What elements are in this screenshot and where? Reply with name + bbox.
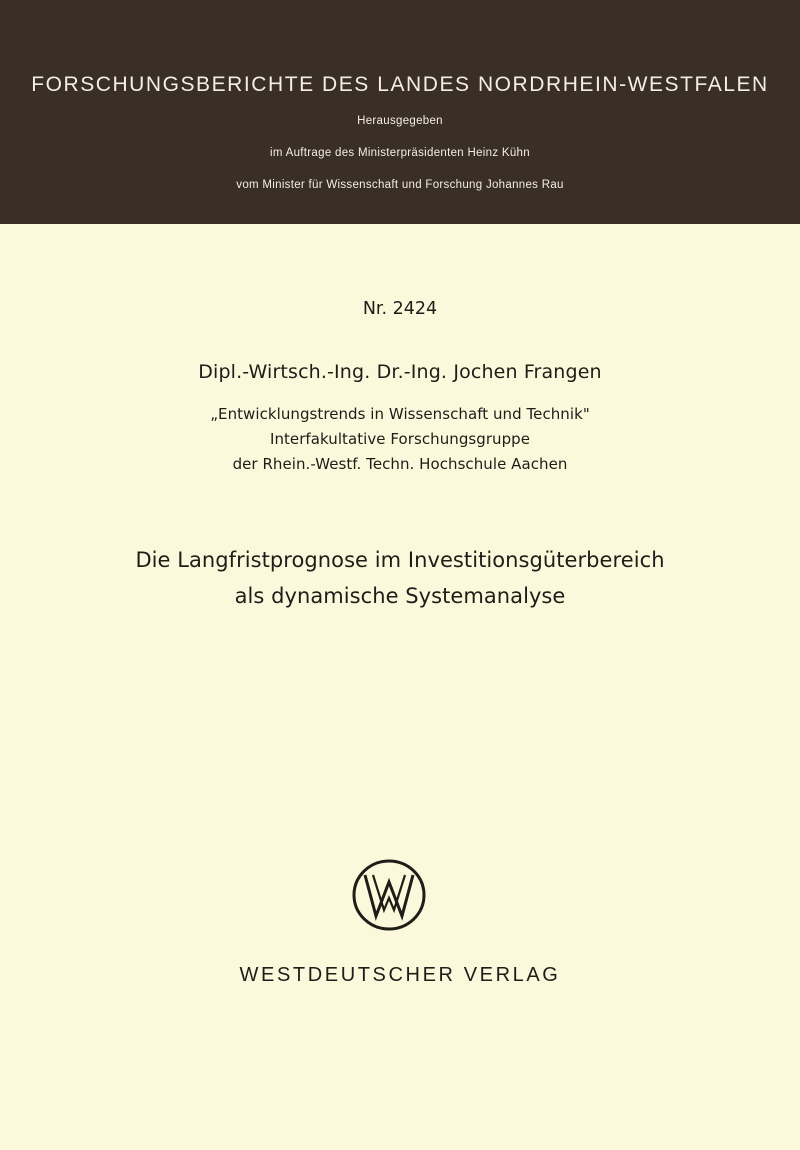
- header-editor-line: Herausgegeben: [357, 115, 443, 127]
- book-title-line-2: als dynamische Systemanalyse: [234, 584, 566, 608]
- publisher-name: WESTDEUTSCHER VERLAG: [239, 964, 561, 986]
- book-title-line-1: Die Langfristprognose im Investitionsgüterbereich: [135, 548, 665, 572]
- affiliation-university: der Rhein.-Westf. Techn. Hochschule Aachen: [232, 455, 568, 473]
- volume-number: Nr. 2424: [362, 299, 438, 319]
- affiliation-project: „Entwicklungstrends in Wissenschaft und Technik": [210, 405, 590, 423]
- header-band: [0, 0, 800, 224]
- header-minister-line: vom Minister für Wissenschaft und Forschung Johannes Rau: [236, 179, 564, 191]
- author-name: Dipl.-Wirtsch.-Ing. Dr.-Ing. Jochen Frangen: [198, 361, 602, 383]
- affiliation-group: Interfakultative Forschungsgruppe: [269, 430, 531, 448]
- wv-circle-logo-icon: [351, 858, 427, 932]
- series-title: FORSCHUNGSBERICHTE DES LANDES NORDRHEIN-WESTFALEN: [31, 73, 769, 96]
- header-commission-line: im Auftrage des Ministerpräsidenten Heinz Kühn: [270, 147, 530, 159]
